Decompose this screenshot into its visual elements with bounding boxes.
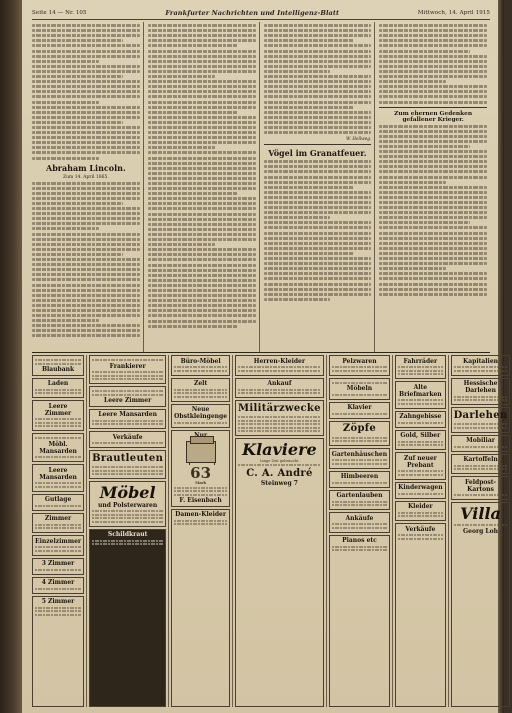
ad-column-7 xyxy=(451,355,512,707)
ad-box: Kinderwagen xyxy=(395,482,445,499)
ad-box: Hessische Darlehen xyxy=(451,378,511,406)
text-block xyxy=(32,182,140,338)
ad-box: Einzelzimmer xyxy=(32,535,84,556)
article-column-2 xyxy=(148,22,260,352)
ad-box: Büro-Möbel xyxy=(171,355,230,376)
lincoln-heading: Abraham Lincoln. xyxy=(45,162,126,173)
ad-box: Laden xyxy=(32,378,84,399)
paper-title: Frankfurter Nachrichten und Intelligenz-Blatt xyxy=(165,8,340,17)
ad-column-4 xyxy=(235,355,327,707)
divider xyxy=(264,144,372,145)
ads-divider xyxy=(32,352,490,353)
ad-box: Damen-Kleider xyxy=(171,509,230,707)
article-column-1 xyxy=(32,22,144,352)
text-block xyxy=(379,125,487,296)
ad-box: Herren-Kleider xyxy=(235,355,324,376)
ad-box: Klaviere lange Zeit gebraucht C. A. André Steinweg 7 xyxy=(235,438,324,707)
ad-box: Leere Zimmer xyxy=(89,386,166,407)
text-block xyxy=(264,160,372,301)
ad-column-3 xyxy=(171,355,233,707)
war-memorial-heading: Zum ehernen Gedenken gefallener Krieger. xyxy=(394,110,473,123)
ad-box: Kapitalien xyxy=(451,355,511,376)
ad-box: Klavier xyxy=(329,402,390,419)
chair-illustration xyxy=(186,441,216,463)
ad-box: Zimmer xyxy=(32,513,84,534)
ad-box: Ankauf xyxy=(235,378,324,399)
ad-column-6 xyxy=(395,355,448,707)
text-block xyxy=(264,24,372,134)
divider xyxy=(379,107,487,108)
ad-box: Mobiliar xyxy=(451,435,511,452)
ad-box: Möbel und Polsterwaren xyxy=(89,481,166,527)
newspaper-page xyxy=(22,0,508,713)
ad-box: Leere Mansarden xyxy=(89,409,166,430)
ad-box: Zahngebisse xyxy=(395,411,445,428)
ad-box: Verkäufe xyxy=(89,431,166,448)
page-number: Seite 14 — Nr. 105 xyxy=(32,9,87,16)
ad-box: Leere Mansarden xyxy=(32,464,84,492)
ad-box: Zuf neuer Prebant xyxy=(395,452,445,480)
ad-box: Militärzwecke xyxy=(235,400,324,436)
article-column-3 xyxy=(264,22,376,352)
ad-box: Leere Zimmer xyxy=(32,400,84,431)
ad-box: 4 Zimmer xyxy=(32,577,84,594)
ad-box: Brautleuten xyxy=(89,450,166,479)
article-signature: W. Hellweg. xyxy=(346,136,372,142)
article-columns xyxy=(32,22,490,352)
ad-box: Villa Georg Loh xyxy=(451,502,511,707)
lincoln-subheading: Zum 14. April 1865. xyxy=(62,174,109,180)
ad-box: Gutlage xyxy=(32,494,84,511)
ad-box: Frankierer xyxy=(89,355,166,384)
text-block xyxy=(32,24,140,159)
ad-box: Gartenlauben xyxy=(329,490,390,511)
book-binding-left xyxy=(0,0,22,713)
ad-box: Zelt xyxy=(171,378,230,402)
ad-box: 63 Mark F. Eisenbach xyxy=(171,430,230,507)
ad-box: Darlehen xyxy=(451,407,511,433)
ad-box: Ankäufe xyxy=(329,512,390,533)
ad-box: Himbeeren xyxy=(329,471,390,488)
ad-box: Pianos etc xyxy=(329,535,390,708)
ad-column-5 xyxy=(329,355,393,707)
ad-box: Gold, Silber xyxy=(395,430,445,451)
ad-box: Zöpfe xyxy=(329,421,390,447)
masthead xyxy=(32,6,490,20)
birds-heading: Vögel im Granatfeuer. xyxy=(268,148,367,159)
ad-column-1 xyxy=(32,355,87,707)
ad-box: Möbeln xyxy=(329,378,390,400)
ad-box: Schildkraut xyxy=(89,529,166,708)
classified-ads xyxy=(32,355,508,707)
ad-box: Neue Obstkleingenge xyxy=(171,404,230,428)
ad-box: Kartoffeln xyxy=(451,454,511,475)
price-tag: 63 xyxy=(190,464,212,482)
ad-column-2 xyxy=(89,355,169,707)
price-currency: Mark xyxy=(195,481,206,485)
ad-box: Feldpost-Kartons xyxy=(451,476,511,500)
ad-box: Blaubank xyxy=(32,355,84,376)
ad-box: Pelzwaren xyxy=(329,355,390,376)
issue-date: Mittwoch, 14. April 1915 xyxy=(417,9,490,16)
ad-box: 5 Zimmer xyxy=(32,596,84,708)
ad-box: Möbl. Mansarden xyxy=(32,433,84,462)
ad-box: Alte Briefmarken xyxy=(395,381,445,409)
article-column-4 xyxy=(379,22,490,352)
text-block xyxy=(379,24,487,103)
ad-box: Gartenhäuschen xyxy=(329,448,390,469)
ad-box: 3 Zimmer xyxy=(32,558,84,575)
ad-box: Kleider xyxy=(395,501,445,522)
ad-box: Fahrräder xyxy=(395,355,445,379)
text-block xyxy=(148,24,256,328)
ad-box: Verkäufe xyxy=(395,523,445,707)
